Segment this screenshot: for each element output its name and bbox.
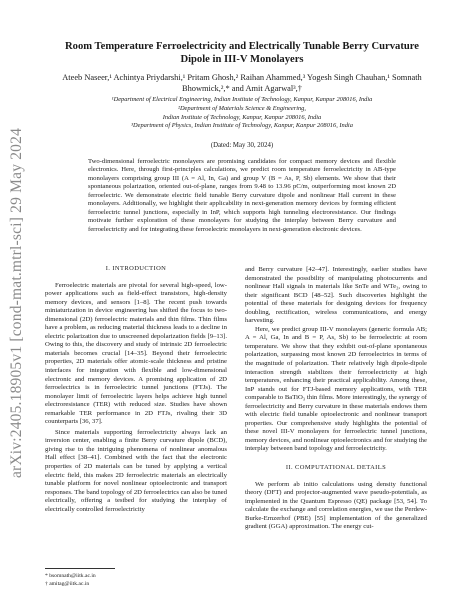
dated-line: (Dated: May 30, 2024)	[210, 142, 274, 149]
footnotes	[45, 568, 227, 588]
arxiv-identifier: arXiv:2405.18905v1 [cond-mat.mtrl-sci] 29 May 2024	[8, 127, 25, 479]
footnote-email-2: † amitag@iitk.ac.in	[45, 581, 90, 587]
affiliation-1: ¹Department of Electrical Engineering, Indian Institute of Technology, Kanpur, Kanpur 208016, India	[111, 96, 373, 103]
intro-paragraph-1: Ferroelectric materials are pivotal for several high-speed, low-power applications such as field-effect transistors, high-density memory devices, and sensors [1–8]. The recent push towards miniaturization in device engineering has shifted the focus to two-dimensional (2D) ferroelectric materials and thin films. Thin films have a problem, as reducing material thickness leads to a decline in electric polarization due to unscreened depolarization fields [9–13]. Owing to this, the discovery and study of intrinsic 2D ferroelectric materials becomes crucial [14–35]. Beyond their ferroelectric properties, 2D materials offer atomic-scale thickness and pristine interfaces for integration with flexible and low-dimensional electronic and memory devices. A promising application of 2D ferroelectrics is in ferroelectric tunnel junctions (FTJs). The monolayer limit of ferroelectric layers helps achieve high tunnel electroresistance (TER) with reduced size. Studies have shown remarkable TER performance in 2D FTJs, rivaling their 3D counterparts [36, 37].	[45, 281, 227, 426]
paper-title: Room Temperature Ferroelectricity and Electrically Tunable Berry Curvature Dipole in III-V Monolayers	[65, 41, 419, 65]
footnote-email-1: * bsomnath@iitk.ac.in	[45, 573, 96, 579]
intro-paragraph-3: and Berry curvature [42–47]. Interestingly, earlier studies have demonstrated the possibility of manipulating photocurrents and nonlinear Hall signals in materials like SnTe and WTe₂, owing to their significant BCD [48–52]. Such discoveries highlight the potential of these materials for designing devices for frequency doubling, rectification, wireless communications, and energy harvesting.	[245, 266, 427, 325]
abstract: Two-dimensional ferroelectric monolayers are promising candidates for compact memory devices and flexible electronics. Here, through first-principles calculations, we predict room temperature ferroelectricity in AB-type monolayers comprising group III (A = Al, In, Ga) and group V (B = As, P, Sb) elements. We show that their spontaneous polarization, oriented out-of-plane, ranges from 9.48 to 13.96 pC/m, outperforming most known 2D ferroelectric. We demonstrate electric field tunable Berry curvature dipole and nonlinear Hall current in these monolayers. Additionally, we highlight their applicability in next-generation memory devices by forming efficient ferroelectric tunnel junctions, especially in InP, which supports high tunneling electroresistance. Our findings motivate further exploration of these monolayers for studying the interplay between Berry curvature and ferroelectricity and for integrating these ferroelectric monolayers in next-generation electronic devices.	[88, 158, 396, 233]
affiliation-2: ²Department of Materials Science & Engineering,	[178, 104, 306, 112]
affiliations	[70, 96, 414, 131]
right-column	[245, 266, 427, 532]
intro-paragraph-2: Since materials supporting ferroelectricity always lack an inversion center, enabling a finite Berry curvature dipole (BCD), giving rise to the intriguing phenomena of nonlinear anomalous Hall effect [38–41]. Combined with the fact that the electronic properties of 2D materials can be tuned by applying a vertical electric field, this makes 2D ferroelectric materials an electrically tunable platform for novel nonlinear optoelectronic and transport responses. The band topology of 2D ferroelectrics can also be tuned electrically, offering a testbed for studying the interplay of electrically controlled ferroelectricity	[45, 428, 227, 513]
intro-paragraph-4: Here, we predict group III-V monolayers (generic formula AB; A = Al, Ga, In and B = P, As, Sb) to be ferroelectric at room temperature. We show that they exhibit out-of-plane spontaneous polarization, surpassing most known 2D ferroelectrics in terms of the magnitude of polarization. Their relatively high dipole-dipole interaction strength stabilizes their ferroelectricity at high temperatures, enhancing their practical applicability. Among these, InP stands out for FTJ-based memory applications, with TER comparable to BaTiO₃ thin films. More interestingly, the synergy of ferroelectricity and Berry curvature in these materials endows them with electric field tunable optoelectronic and nonlinear transport properties. Our comprehensive study highlights the potential of these novel III-V monolayers for ferroelectric tunnel junctions, memory devices, and nonlinear optoelectronics and for studying the interplay between band topology and ferroelectricity.	[245, 325, 427, 453]
affiliation-2-cont: Indian Institute of Technology, Kanpur, Kanpur 208016, India	[162, 113, 322, 121]
section-heading-introduction: I. INTRODUCTION	[105, 265, 167, 272]
affiliation-3: ³Department of Physics, Indian Institute of Technology, Kanpur, Kanpur 208016, India	[131, 122, 353, 130]
author-list: Ateeb Naseer,¹ Achintya Priydarshi,¹ Pritam Ghosh,² Raihan Ahammed,³ Yogesh Singh Chauhan,¹ Somnath Bhowmick,²,* and Amit Agarwal³,†	[62, 73, 422, 93]
left-column	[45, 265, 227, 514]
section-heading-computational: II. COMPUTATIONAL DETAILS	[285, 464, 387, 472]
footnote-rule	[45, 568, 115, 569]
computational-paragraph: We perform ab initio calculations using density functional theory (DFT) and projector-augmented wave pseudo-potentials, as implemented in the Quantum Espresso (QE) package [53, 54]. To calculate the exchange and correlation energies, we use the Perdew-Burke-Ernzerhof (PBE) [55] implementation of the generalized gradient (GGA) approximation. The energy cut-	[245, 480, 427, 531]
